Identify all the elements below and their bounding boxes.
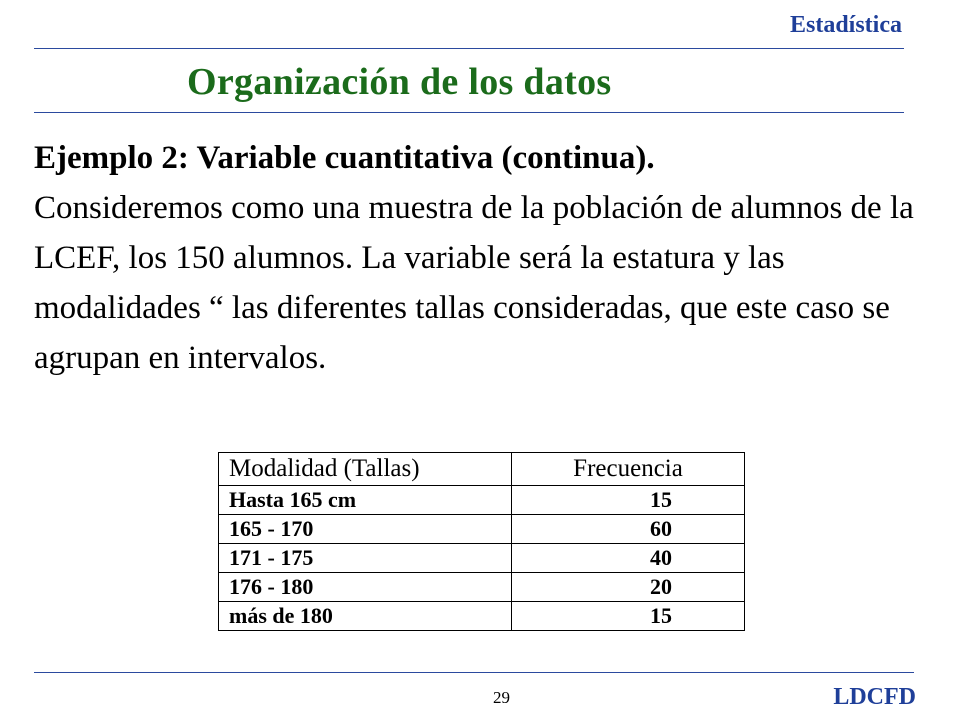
cell-frecuencia: 40 <box>512 544 745 573</box>
example-heading: Ejemplo 2: Variable cuantitativa (continua). <box>34 140 655 176</box>
cell-modalidad: 171 - 175 <box>219 544 512 573</box>
table-row <box>219 573 745 602</box>
example-paragraph: Consideremos como una muestra de la población de alumnos de la LCEF, los 150 alumnos. La variable será la estatura y las modalidades “ las diferentes tallas consideradas, que este caso se agrupan en intervalos. <box>34 190 914 376</box>
cell-modalidad: Hasta 165 cm <box>219 486 512 515</box>
cell-frecuencia: 15 <box>512 486 745 515</box>
title-divider <box>34 112 904 113</box>
cell-frecuencia: 20 <box>512 573 745 602</box>
table-row <box>219 602 745 631</box>
top-divider <box>34 48 904 49</box>
column-header-frecuencia: Frecuencia <box>512 453 745 486</box>
column-header-modalidad: Modalidad (Tallas) <box>219 453 512 486</box>
frequency-table <box>218 452 745 631</box>
slide-title: Organización de los datos <box>187 61 612 103</box>
cell-frecuencia: 60 <box>512 515 745 544</box>
body-text <box>34 133 914 383</box>
page-number: 29 <box>493 688 510 707</box>
table-row <box>219 515 745 544</box>
table-row <box>219 544 745 573</box>
footer-label: LDCFD <box>833 684 916 710</box>
cell-modalidad: 176 - 180 <box>219 573 512 602</box>
table-row <box>219 486 745 515</box>
footer-divider <box>34 672 914 673</box>
cell-modalidad: más de 180 <box>219 602 512 631</box>
table-header-row <box>219 453 745 486</box>
cell-frecuencia: 15 <box>512 602 745 631</box>
cell-modalidad: 165 - 170 <box>219 515 512 544</box>
header-label: Estadística <box>789 12 902 38</box>
